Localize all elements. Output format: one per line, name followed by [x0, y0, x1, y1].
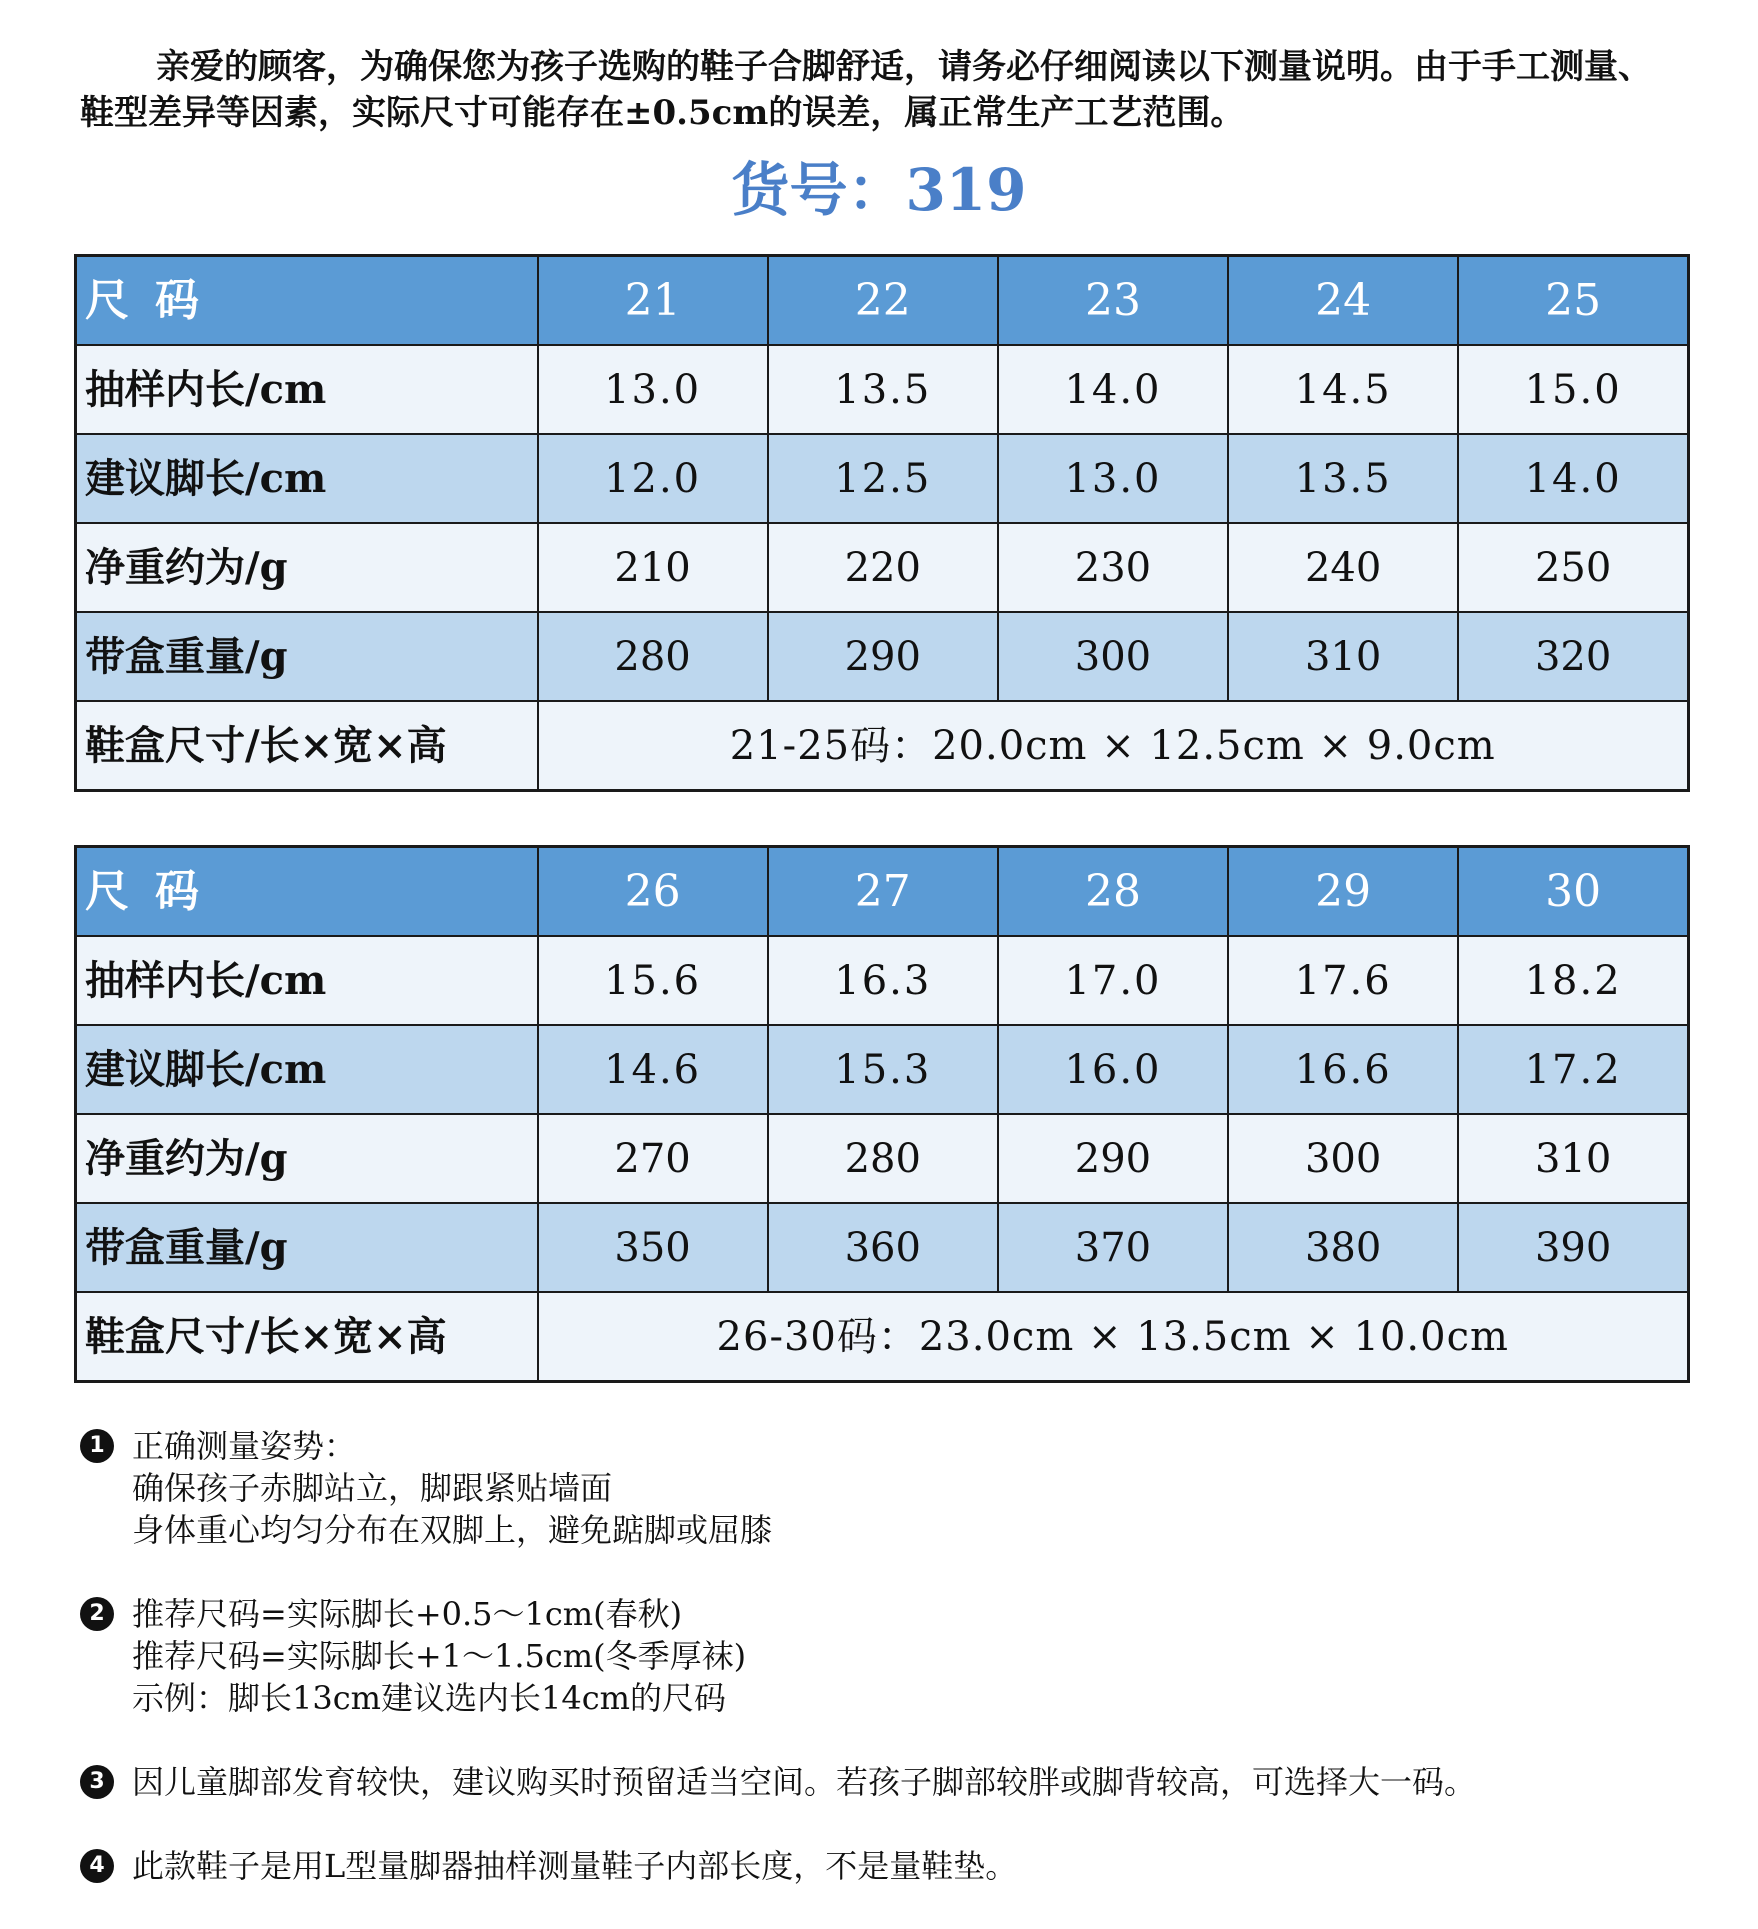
- box-size-row: [76, 1292, 1689, 1382]
- table-cell: 14.0: [998, 345, 1228, 434]
- table-cell: 310: [1458, 1114, 1688, 1203]
- table-cell: 300: [998, 612, 1228, 701]
- size-header-cell: 21: [538, 256, 768, 346]
- measurement-notes: [80, 1425, 1700, 1929]
- table-cell: 18.2: [1458, 936, 1688, 1025]
- intro-paragraph: 亲爱的顾客，为确保您为孩子选购的鞋子合脚舒适，请务必仔细阅读以下测量说明。由于手工测量、鞋型差异等因素，实际尺寸可能存在±0.5cm的误差，属正常生产工艺范围。: [80, 47, 1652, 133]
- table-cell: 360: [768, 1203, 998, 1292]
- table-cell: 15.0: [1458, 345, 1688, 434]
- table-cell: 290: [998, 1114, 1228, 1203]
- table-row: [76, 1203, 1689, 1292]
- note-item: [80, 1761, 1700, 1803]
- note-item: [80, 1425, 1700, 1551]
- table-cell: 310: [1228, 612, 1458, 701]
- table-cell: 13.5: [1228, 434, 1458, 523]
- table-cell: 12.5: [768, 434, 998, 523]
- table-cell: 210: [538, 523, 768, 612]
- table-cell: 16.0: [998, 1025, 1228, 1114]
- table-cell: 16.3: [768, 936, 998, 1025]
- table-cell: 240: [1228, 523, 1458, 612]
- table-cell: 15.3: [768, 1025, 998, 1114]
- number-badge-icon: 2: [80, 1597, 114, 1631]
- size-header-cell: 30: [1458, 847, 1688, 937]
- table-cell: 370: [998, 1203, 1228, 1292]
- size-header-cell: 28: [998, 847, 1228, 937]
- table-cell: 380: [1228, 1203, 1458, 1292]
- number-badge-icon: 3: [80, 1765, 114, 1799]
- table-cell: 17.2: [1458, 1025, 1688, 1114]
- size-header-row: [76, 847, 1689, 937]
- size-header-cell: 27: [768, 847, 998, 937]
- row-label: 带盒重量/g: [76, 1203, 538, 1292]
- table-row: [76, 1114, 1689, 1203]
- note-line: 因儿童脚部发育较快，建议购买时预留适当空间。若孩子脚部较胖或脚背较高，可选择大一码。: [132, 1763, 1477, 1801]
- table-row: [76, 612, 1689, 701]
- row-label: 建议脚长/cm: [76, 1025, 538, 1114]
- row-label: 带盒重量/g: [76, 612, 538, 701]
- table-cell: 250: [1458, 523, 1688, 612]
- table-cell: 280: [538, 612, 768, 701]
- number-badge-icon: 4: [80, 1849, 114, 1883]
- note-line: 身体重心均匀分布在双脚上，避免踮脚或屈膝: [132, 1511, 773, 1549]
- note-line: 正确测量姿势：: [132, 1427, 357, 1465]
- box-size-row: [76, 701, 1689, 791]
- note-item: [80, 1593, 1700, 1719]
- table-cell: 300: [1228, 1114, 1458, 1203]
- box-size-label: 鞋盒尺寸/长×宽×高: [76, 701, 538, 791]
- size-header-label: 尺码: [76, 256, 538, 346]
- size-table-2: [74, 845, 1690, 1383]
- row-label: 净重约为/g: [76, 1114, 538, 1203]
- table-row: [76, 434, 1689, 523]
- table-cell: 350: [538, 1203, 768, 1292]
- note-line: 推荐尺码=实际脚长+1～1.5cm(冬季厚袜): [132, 1637, 747, 1675]
- note-line: 推荐尺码=实际脚长+0.5～1cm(春秋): [132, 1595, 683, 1633]
- table-row: [76, 523, 1689, 612]
- size-table-1: [74, 254, 1690, 792]
- table-cell: 12.0: [538, 434, 768, 523]
- product-number-title: 货号：319: [731, 156, 1027, 224]
- table-cell: 230: [998, 523, 1228, 612]
- size-header-cell: 22: [768, 256, 998, 346]
- box-size-value: 21-25码：20.0cm × 12.5cm × 9.0cm: [538, 701, 1689, 791]
- table-cell: 17.6: [1228, 936, 1458, 1025]
- row-label: 建议脚长/cm: [76, 434, 538, 523]
- number-badge-icon: 1: [80, 1429, 114, 1463]
- size-header-row: [76, 256, 1689, 346]
- box-size-label: 鞋盒尺寸/长×宽×高: [76, 1292, 538, 1382]
- note-line: 确保孩子赤脚站立，脚跟紧贴墙面: [132, 1469, 613, 1507]
- row-label: 净重约为/g: [76, 523, 538, 612]
- table-cell: 15.6: [538, 936, 768, 1025]
- table-cell: 290: [768, 612, 998, 701]
- table-cell: 13.0: [998, 434, 1228, 523]
- size-header-cell: 26: [538, 847, 768, 937]
- row-label: 抽样内长/cm: [76, 936, 538, 1025]
- table-cell: 14.0: [1458, 434, 1688, 523]
- table-row: [76, 1025, 1689, 1114]
- size-header-cell: 24: [1228, 256, 1458, 346]
- table-row: [76, 345, 1689, 434]
- table-cell: 14.6: [538, 1025, 768, 1114]
- size-header-cell: 29: [1228, 847, 1458, 937]
- note-line: 此款鞋子是用L型量脚器抽样测量鞋子内部长度，不是量鞋垫。: [132, 1847, 1018, 1885]
- table-row: [76, 936, 1689, 1025]
- size-header-cell: 25: [1458, 256, 1688, 346]
- box-size-value: 26-30码：23.0cm × 13.5cm × 10.0cm: [538, 1292, 1689, 1382]
- note-line: 示例：脚长13cm建议选内长14cm的尺码: [132, 1679, 726, 1717]
- table-cell: 13.5: [768, 345, 998, 434]
- table-cell: 17.0: [998, 936, 1228, 1025]
- table-cell: 16.6: [1228, 1025, 1458, 1114]
- table-cell: 13.0: [538, 345, 768, 434]
- row-label: 抽样内长/cm: [76, 345, 538, 434]
- table-cell: 14.5: [1228, 345, 1458, 434]
- note-item: [80, 1845, 1700, 1887]
- table-cell: 270: [538, 1114, 768, 1203]
- table-cell: 220: [768, 523, 998, 612]
- table-cell: 280: [768, 1114, 998, 1203]
- size-header-label: 尺码: [76, 847, 538, 937]
- size-header-cell: 23: [998, 256, 1228, 346]
- table-cell: 390: [1458, 1203, 1688, 1292]
- table-cell: 320: [1458, 612, 1688, 701]
